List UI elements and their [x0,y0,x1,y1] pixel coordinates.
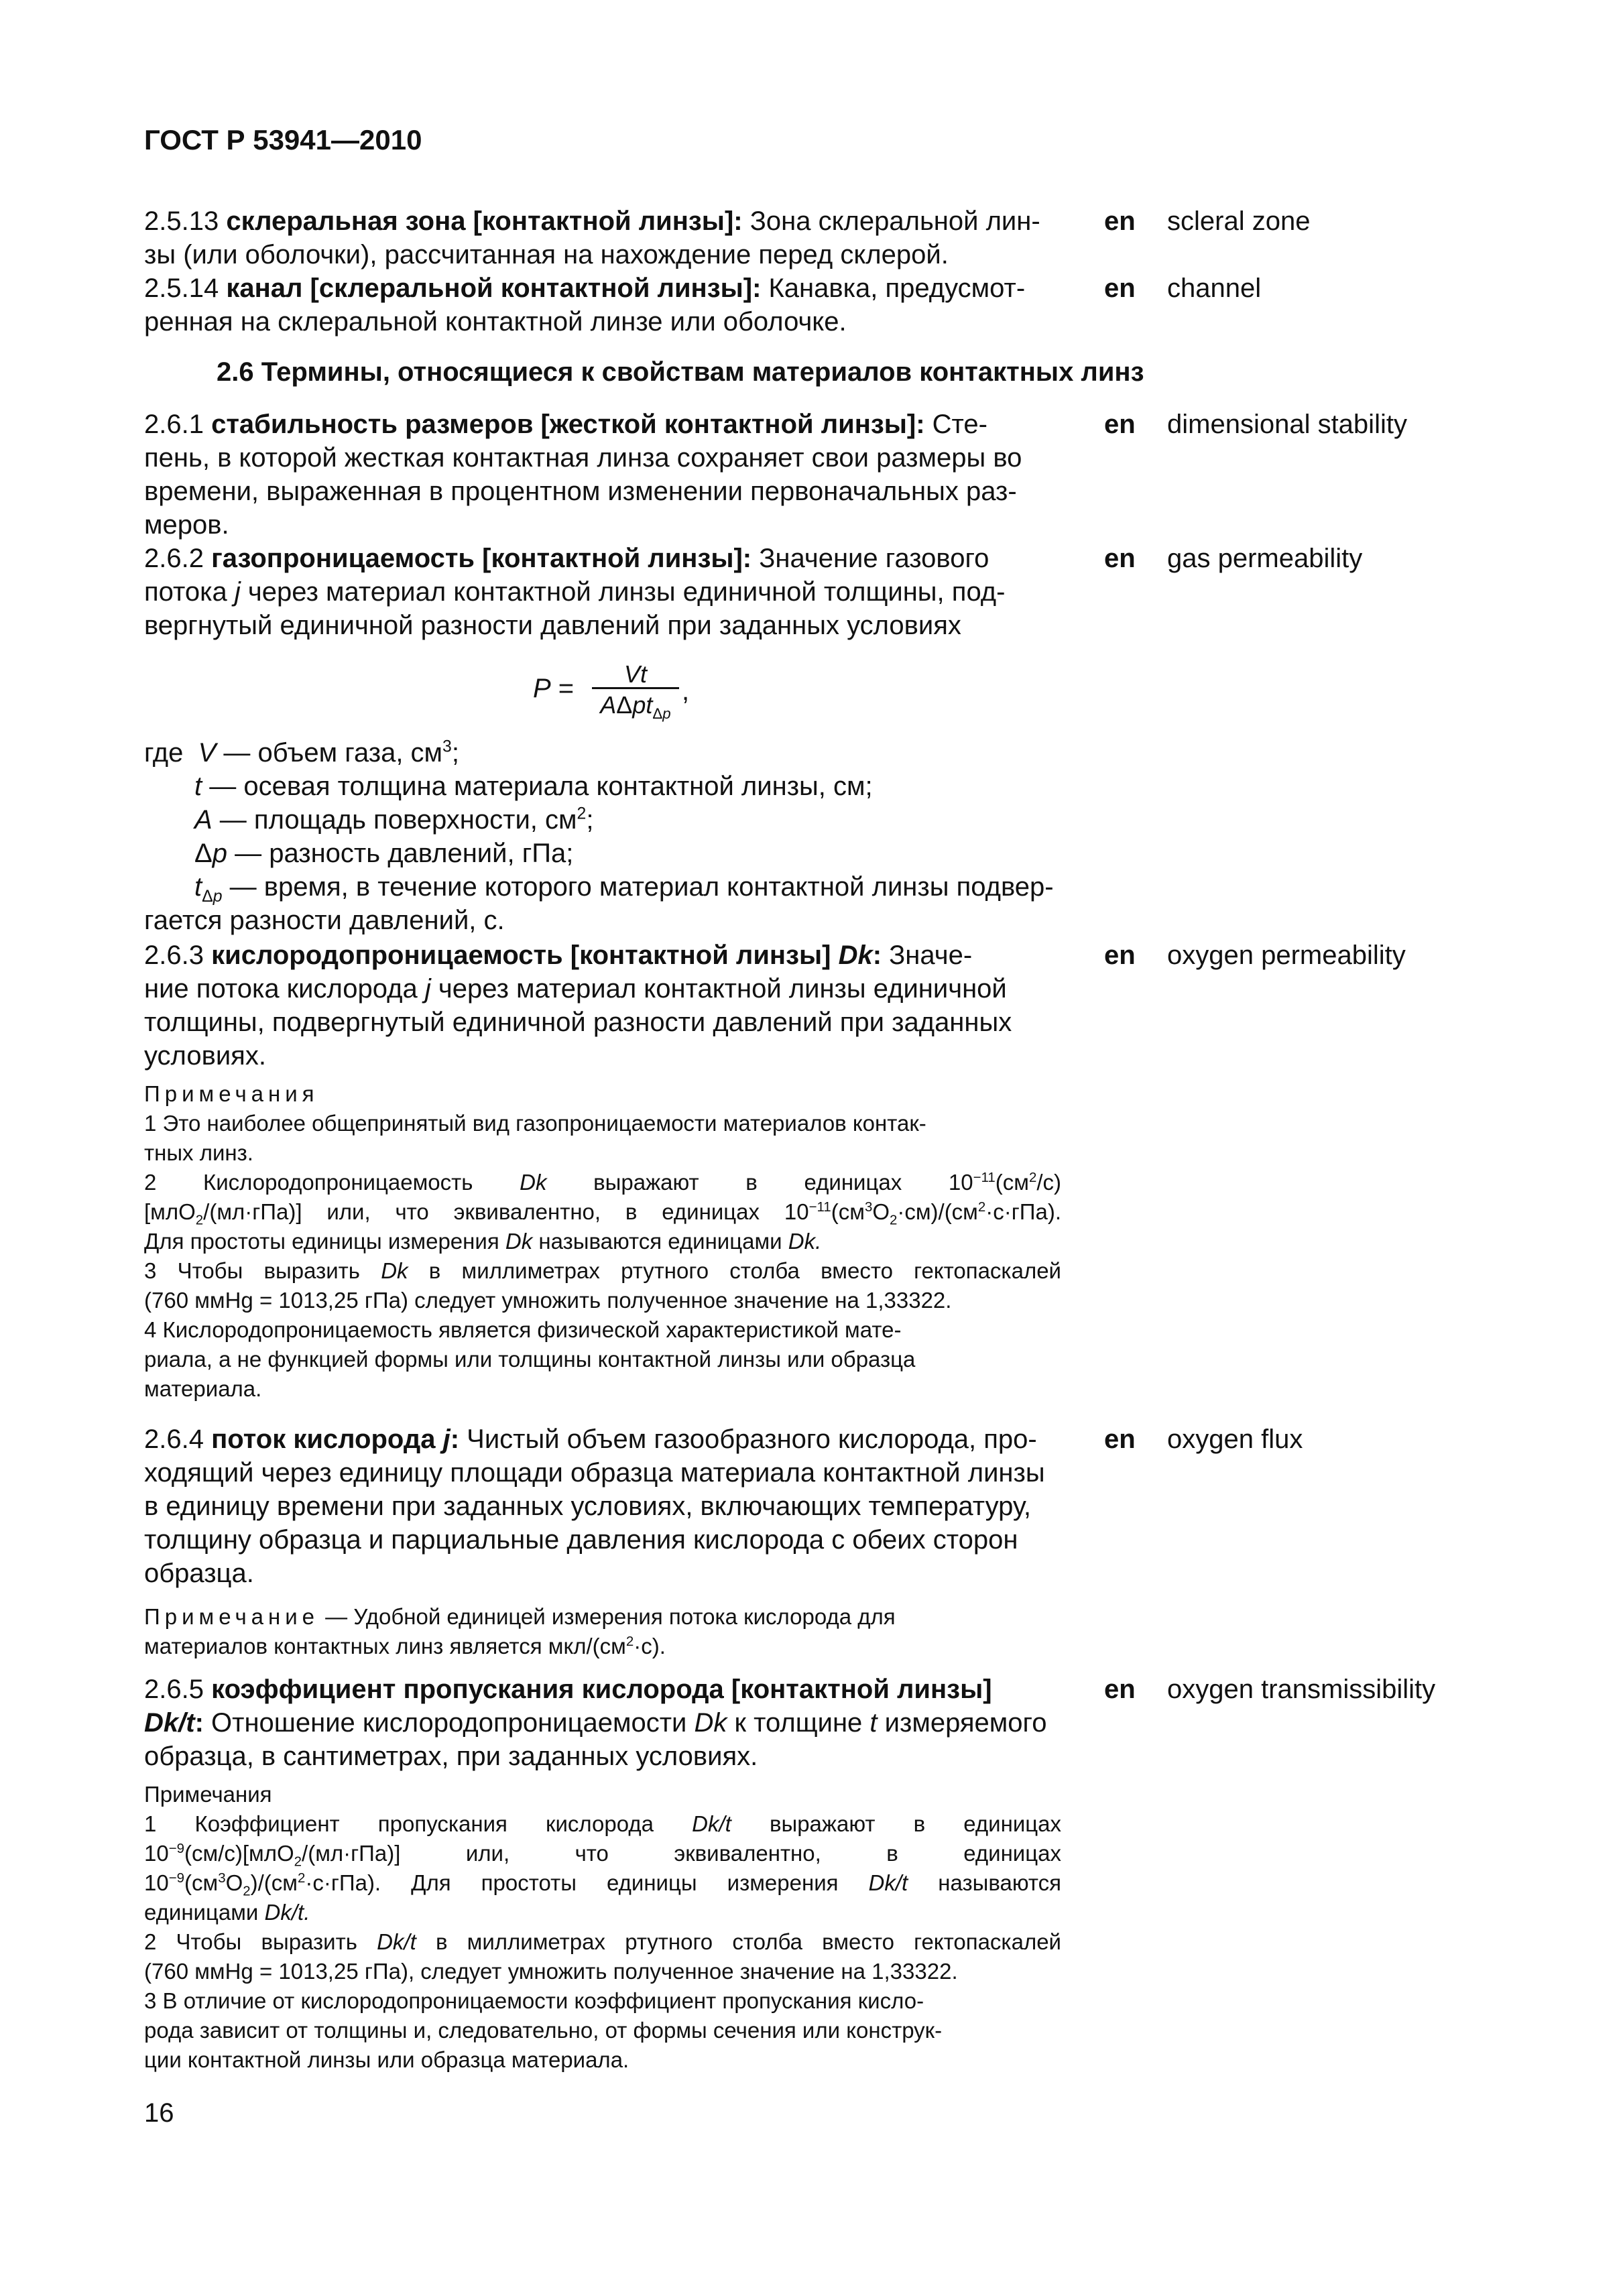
en-label: en [1104,274,1136,303]
notes-2-6-3: Примечания 1 Это наиболее общепринятый вид газопроницаемости материалов контак- тных линз. 2 Кислородопроницаемость Dk выражают в единицах $10^{-11}(см^2/с)$ [млO$_2$/(мл·гПа)] или, что эквивалентно, в единицах $10^{-11}(см^3O_2\cdot см)/(см^2\cdot с\cdot гПа)$. Для простоты единицы измерения Dk называются единицами Dk. 3 Чтобы выразить Dk в миллиметрах ртутного столба вместо гектопаскалей (760 ммHg = 1013,25 гПа) следует умножить полученное значение на 1,33322. 4 Кислородопроницаемость является физической характеристикой мате- риала, а не функцией формы или толщины контактной линзы или образца материала. [144,1079,1061,1404]
term-title: коэффициент пропускания кислорода [контактной линзы] [211,1675,992,1704]
notes-heading: Примечания [144,1081,319,1106]
where-a: A — площадь поверхности, $см^2$; [194,804,594,835]
term-2-6-3: 2.6.3 кислородопроницаемость [контактной линзы] Dk: Значе- ние потока кислорода j через материал контактной линзы единичной толщины, подвергнутый единичной разности давлений при заданных условиях. [144,941,1012,1071]
fraction-bar [592,687,679,689]
en-label: en [1104,206,1136,236]
where-tdp: $t_{\Delta p}$ — время, в течение которого материал контактной линзы подвер- гается разности давлений, с. [144,872,1054,935]
english-term: gas permeability [1167,544,1363,573]
document-header: ГОСТ Р 53941—2010 [144,124,422,156]
en-label: en [1104,941,1136,970]
english-term: channel [1167,274,1262,303]
term-2-6-4: 2.6.4 поток кислорода j: Чистый объем газообразного кислорода, про- ходящий через единицу площади образца материала контактной линзы в единицу времени при заданных условиях, включающих температуру, толщину образца и парциальные давления кислорода с обеих сторон образца. [144,1425,1045,1588]
english-term: dimensional stability [1167,410,1407,439]
term-title: стабильность размеров [жесткой контактной линзы]: [211,410,925,439]
en-label: en [1104,544,1136,573]
note-2-6-4: Примечание — Удобной единицей измерения потока кислорода для материалов контактных линз является мкл/$(см^2\cdot с)$. [144,1604,896,1658]
note-heading: Примечание [144,1604,320,1629]
english-term: oxygen transmissibility [1167,1675,1436,1704]
term-title: кислородопроницаемость [контактной линзы] [211,941,831,970]
english-term: oxygen flux [1167,1425,1303,1454]
notes-heading: Примечания [144,1782,272,1807]
formula-gas-permeability: P = Vt AΔpt$_{\Delta p}$ , [533,660,690,723]
term-title: поток кислорода [211,1425,443,1454]
english-term: scleral zone [1167,206,1311,236]
page-number: 16 [144,2098,174,2128]
section-heading: 2.6 Термины, относящиеся к свойствам материалов контактных линз [217,357,1144,387]
where-t: t — осевая толщина материала контактной линзы, см; [194,772,873,801]
where-dp: Δp — разность давлений, гПа; [194,839,574,868]
term-2-6-2: 2.6.2 газопроницаемость [контактной линзы]: Значение газового потока j через материал контактной линзы единичной толщины, под- вергнутый единичной разности давлений при заданных условиях [144,544,1006,640]
en-label: en [1104,1425,1136,1454]
term-2-5-14: 2.5.14 канал [склеральной контактной линзы]: Канавка, предусмот- ренная на склеральной контактной линзе или оболочке. [144,274,1026,337]
term-title: газопроницаемость [контактной линзы]: [211,544,752,573]
term-2-5-13: 2.5.13 склеральная зона [контактной линзы]: Зона склеральной лин- зы (или оболочки), рассчитанная на нахождение перед склерой. [144,206,1040,269]
where-v: где V — объем газа, $см^3$; [144,737,459,768]
en-label: en [1104,1675,1136,1704]
notes-2-6-5: Примечания 1 Коэффициент пропускания кислорода Dk/t выражают в единицах $10^{-9}(см/с)[млO_2/(мл\cdot гПа)]$ или, что эквивалентно, в единицах $10^{-9}(см^3O_2)/(см^2\cdot с\cdot гПа)$. Для простоты единицы измерения Dk/t называются единицами Dk/t. 2 Чтобы выразить Dk/t в миллиметрах ртутного столба вместо гектопаскалей (760 ммHg = 1013,25 гПа), следует умножить полученное значение на 1,33322. 3 В отличие от кислородопроницаемости коэффициент пропускания кисло- рода зависит от толщины и, следовательно, от формы сечения или конструк- ции контактной линзы или образца материала. [144,1780,1061,2075]
en-label: en [1104,410,1136,439]
term-2-6-5: 2.6.5 коэффициент пропускания кислорода [контактной линзы] Dk/t: Отношение кислородопроницаемости Dk к толщине t измеряемого образца, в сантиметрах, при заданных условиях. [144,1675,1047,1771]
term-2-6-1: 2.6.1 стабильность размеров [жесткой контактной линзы]: Сте- пень, в которой жесткая контактная линза сохраняет свои размеры во времени, выраженная в процентном изменении первоначальных раз- меров. [144,410,1022,540]
term-title: канал [склеральной контактной линзы]: [226,274,762,303]
term-title: склеральная зона [контактной линзы]: [226,206,743,236]
english-term: oxygen permeability [1167,941,1406,970]
